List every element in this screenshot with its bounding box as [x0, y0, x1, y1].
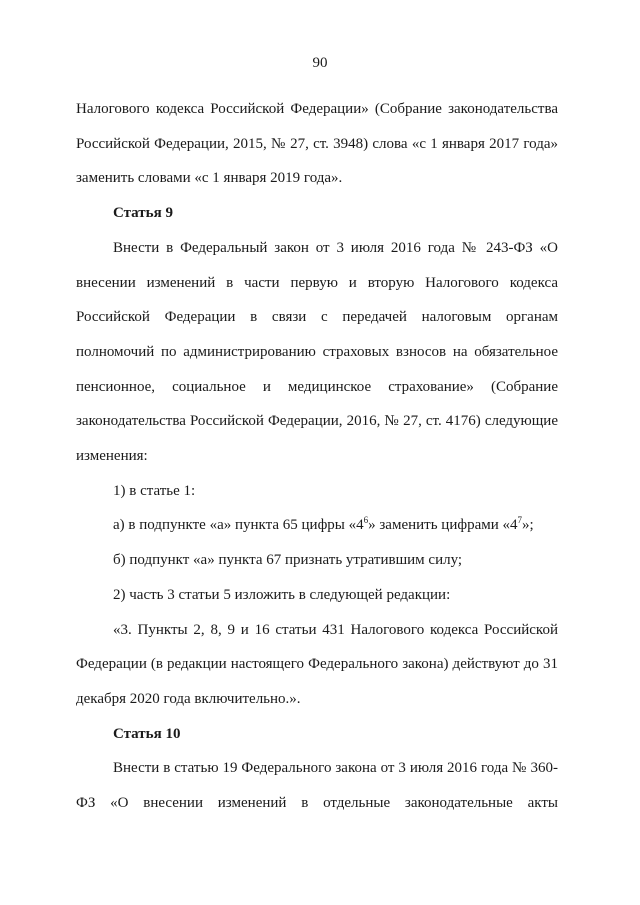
superscript-2: 7: [517, 515, 523, 526]
list-item-a-text-2: » заменить цифрами «4: [368, 517, 518, 534]
list-item-a-text-1: а) в подпункте «а» пункта 65 цифры «4: [113, 517, 364, 534]
list-item-a: [76, 508, 558, 543]
list-item-2: 2) часть 3 статьи 5 изложить в следующей редакции:: [113, 586, 451, 603]
list-item-b: б) подпункт «а» пункта 67 признать утратившим силу;: [113, 552, 463, 569]
list-item-a-text-3: »;: [522, 517, 534, 534]
article-heading-9: Статья 9: [113, 205, 173, 222]
quoted-paragraph: «3. Пункты 2, 8, 9 и 16 статьи 431 Налогового кодекса Российской Федерации (в редакции настоящего Федерального закона) действуют до 31 декабря 2020 года включительно.».: [76, 621, 558, 707]
paragraph-article-10-intro: Внести в статью 19 Федерального закона от 3 июля 2016 года № 360-ФЗ «О внесении изменений в отдельные законодательные акты: [76, 760, 558, 812]
superscript-1: 6: [363, 515, 369, 526]
article-heading-10: Статья 10: [113, 725, 181, 742]
document-body: [76, 92, 558, 821]
page-number: 90: [312, 55, 328, 71]
paragraph-continuation: Налогового кодекса Российской Федерации» (Собрание законодательства Российской Федерации, 2015, № 27, ст. 3948) слова «с 1 января 2017 года» заменить словами «с 1 января 2019 года».: [76, 101, 558, 187]
list-item-1: 1) в статье 1:: [113, 482, 196, 499]
paragraph-article-9-intro: Внести в Федеральный закон от 3 июля 2016 года № 243-ФЗ «О внесении изменений в части первую и вторую Налогового кодекса Российской Федерации в связи с передачей налоговым органам полномочий по администрированию страховых взносов на обязательное пенсионное, социальное и медицинское страхование» (Собрание законодательства Российской Федерации, 2016, № 27, ст. 4176) следующие изменения:: [76, 239, 558, 465]
